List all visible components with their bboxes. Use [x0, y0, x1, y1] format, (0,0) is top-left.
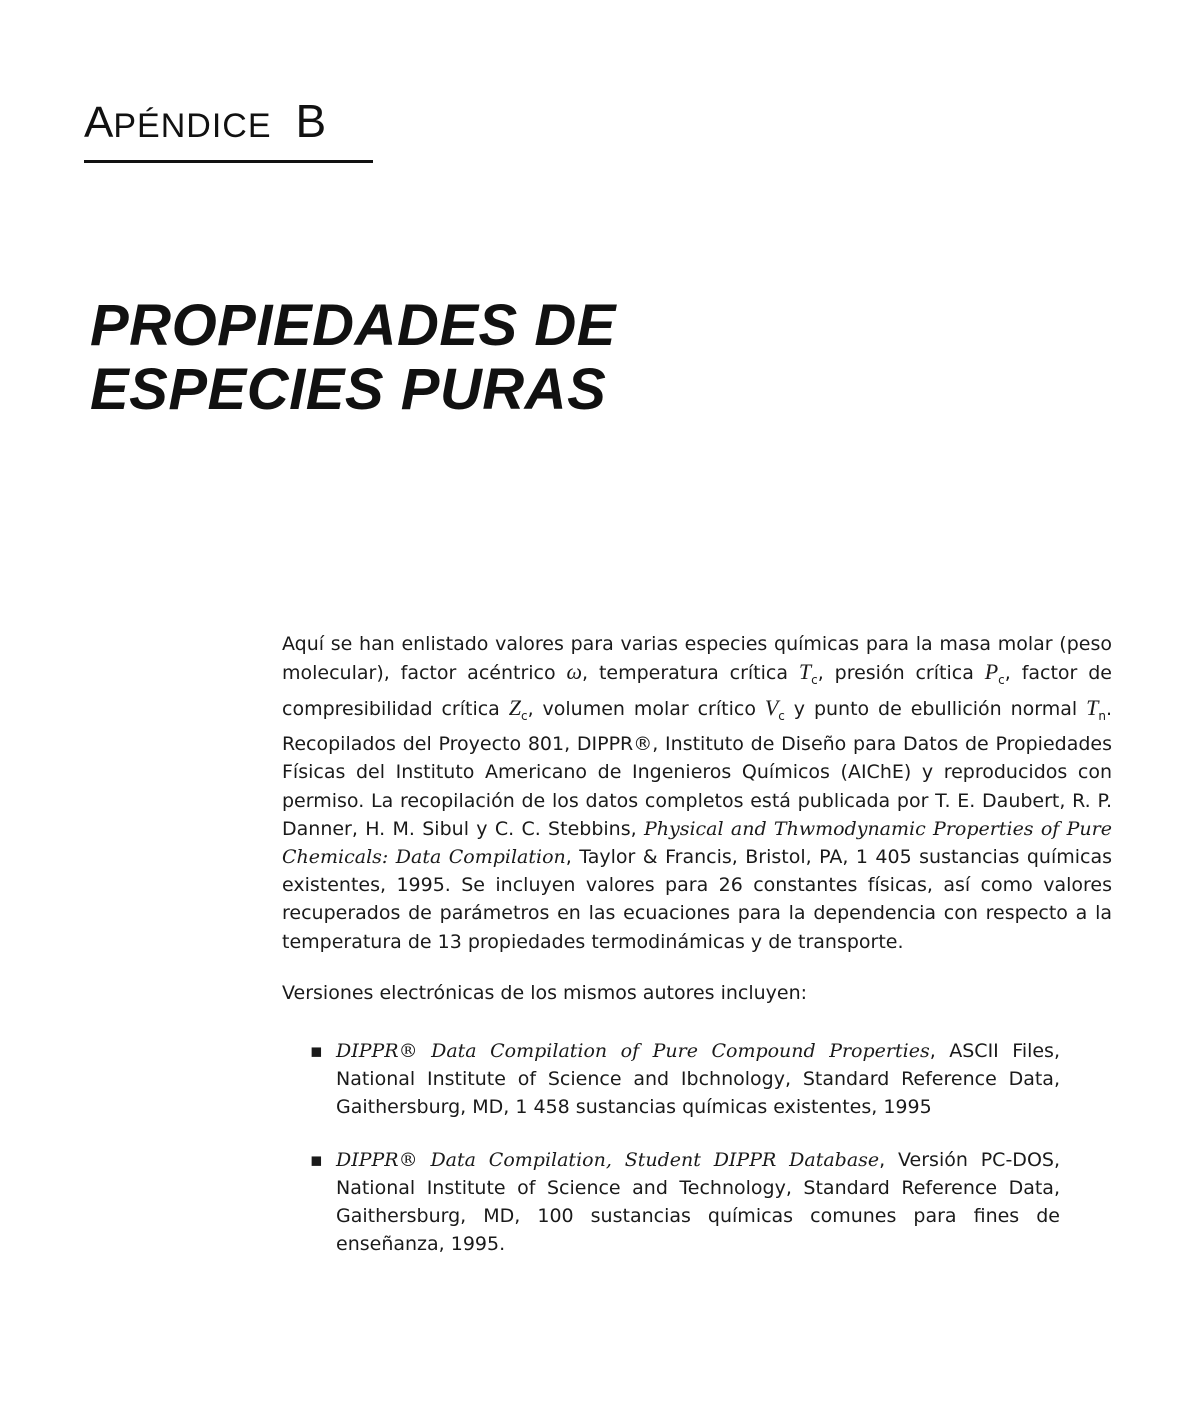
symbol-omega: ω	[566, 659, 583, 685]
appendix-heading	[84, 96, 373, 163]
body-text	[282, 630, 1112, 1282]
intro-text-7: . Recopilados del Proyecto 801, DIPPR®, Instituto de Diseño para Datos de Propiedades Físicas del Instituto Americano de Ingenieros Químicos (AIChE) y reproducidos con permiso. La recopilación de los datos completos está publicada por T. E. Daubert, R. P. Danner, H. M. Sibul y C. C. Stebbins,	[282, 698, 1112, 840]
reference-item	[282, 1146, 1112, 1259]
intro-text-8: , Taylor & Francis, Bristol, PA, 1 405 sustancias químicas existentes, 1995. Se incluyen valores para 26 constantes físicas, así como valores recuperados de parámetros en las ecuaciones para la dependencia con respecto a la temperatura de 13 propiedades termodinámicas y de transporte.	[282, 846, 1112, 953]
intro-paragraph	[282, 630, 1112, 956]
intro-text-2: , temperatura crítica	[582, 662, 799, 685]
symbol-tc-sub: c	[811, 673, 818, 687]
reference-title: DIPPR® Data Compilation, Student DIPPR Database	[336, 1148, 880, 1171]
symbol-vc-sub: c	[778, 709, 785, 723]
bullet-icon: ▪	[310, 1148, 323, 1171]
symbol-tn: T	[1086, 695, 1099, 721]
symbol-pc-sub: c	[998, 673, 1005, 687]
symbol-zc-sub: c	[520, 709, 528, 723]
intro-text-1: Aquí se han enlistado valores para varias especies químicas para la masa molar (peso molecular), factor acéntrico	[282, 633, 1112, 685]
symbol-tc: T	[798, 659, 812, 685]
appendix-prefix-big: A	[84, 98, 114, 147]
chapter-title-line2: ESPECIES PURAS	[90, 357, 607, 422]
reference-details: , Versión PC-DOS, National Institute of Science and Technology, Standard Reference Data, Gaithersburg, MD, 100 sustancias químicas comunes para fines de enseñanza, 1995.	[336, 1148, 1060, 1256]
book-title: Physical and Thwmodynamic Properties of Pure Chemicals: Data Compilation	[282, 817, 1112, 869]
chapter-title	[90, 294, 616, 422]
reference-item	[282, 1037, 1112, 1122]
symbol-tn-sub: n	[1098, 709, 1106, 723]
versions-intro: Versiones electrónicas de los mismos autores incluyen:	[282, 981, 808, 1004]
intro-text-4: , factor de compresibilidad crítica	[282, 662, 1112, 721]
appendix-letter: B	[295, 95, 327, 147]
appendix-prefix-rest: PÉNDICE	[113, 107, 272, 145]
symbol-pc: P	[984, 659, 999, 685]
bullet-icon: ▪	[310, 1040, 323, 1063]
reference-details: , ASCII Files, National Institute of Science and Ibchnology, Standard Reference Data, Gaithersburg, MD, 1 458 sustancias químicas existentes, 1995	[336, 1040, 1060, 1119]
intro-text-3: , presión crítica	[817, 662, 985, 685]
reference-list	[282, 1037, 1112, 1258]
reference-title: DIPPR® Data Compilation of Pure Compound Properties	[336, 1040, 930, 1063]
intro-text-6: y punto de ebullición normal	[784, 698, 1087, 721]
symbol-vc: V	[764, 695, 779, 721]
chapter-title-line1: PROPIEDADES DE	[90, 293, 616, 358]
intro-text-5: , volumen molar crítico	[527, 698, 765, 721]
symbol-zc: Z	[508, 695, 521, 721]
